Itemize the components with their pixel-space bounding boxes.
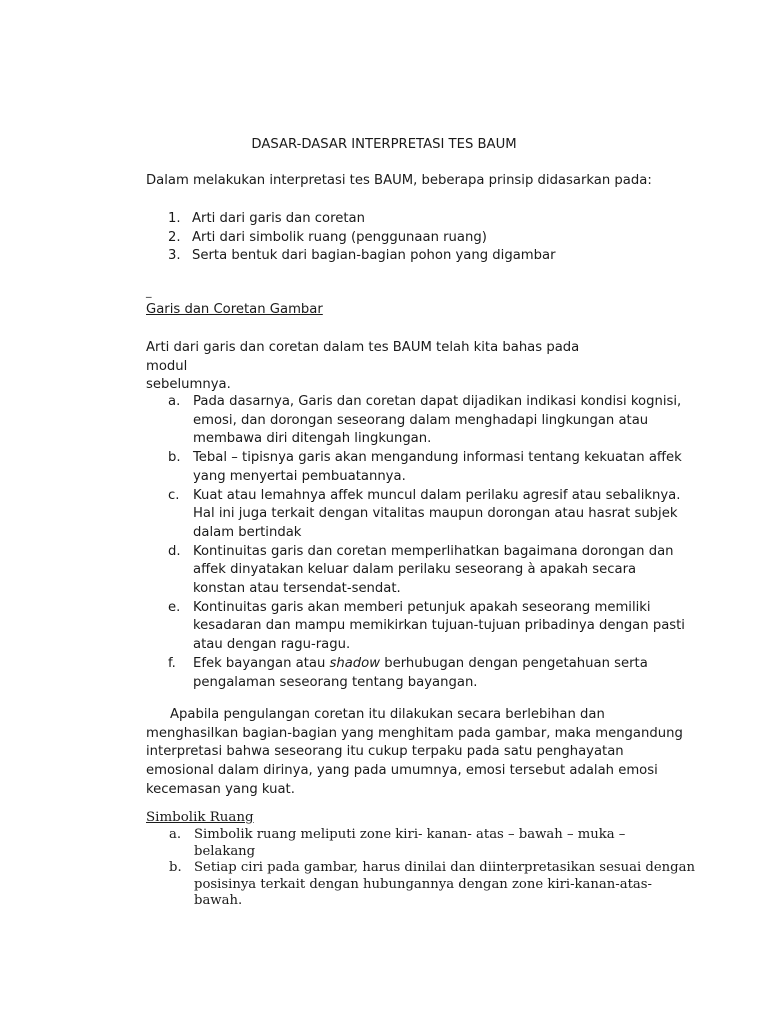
paragraph-line: menghasilkan bagian-bagian yang menghitam pada gambar, maka mengandung: [146, 725, 683, 741]
principles-list: [146, 210, 706, 266]
section1-paragraph: [146, 339, 616, 395]
list-line: pengalaman seseorang tentang bayangan.: [193, 674, 478, 690]
list-letter: b.: [168, 450, 181, 466]
list-line: konstan atau tersendat-sendat.: [193, 581, 401, 597]
paragraph-line: Apabila pengulangan coretan itu dilakukan secara berlebihan dan: [170, 707, 605, 722]
list-number: 2.: [168, 229, 181, 245]
list-text: Arti dari simbolik ruang (penggunaan ruang): [192, 229, 487, 245]
intro-paragraph: Dalam melakukan interpretasi tes BAUM, beberapa prinsip didasarkan pada:: [146, 173, 652, 188]
list-line: [193, 655, 666, 674]
list-letter: a.: [168, 394, 181, 409]
section-heading-garis: Garis dan Coretan Gambar: [146, 302, 323, 317]
garis-list: [146, 393, 685, 692]
list-line: Pada dasarnya, Garis dan coretan dapat dijadikan indikasi kondisi kognisi,: [193, 394, 682, 409]
list-item: [146, 393, 682, 449]
paragraph-line: emosional dalam dirinya, yang pada umumnya, emosi tersebut adalah emosi: [146, 763, 658, 779]
simbolik-list: [146, 827, 695, 910]
list-line: posisinya terkait dengan hubungannya dengan zone kiri-kanan-atas-: [194, 876, 652, 892]
stray-underscore: _: [146, 285, 152, 298]
paragraph-line: interpretasi bahwa seseorang itu cukup terpaku pada satu penghayatan: [146, 744, 624, 760]
list-line: Hal ini juga terkait dengan vitalitas maupun dorongan atau hasrat subjek: [193, 506, 678, 522]
closing-paragraph: [146, 706, 683, 800]
list-line: Kontinuitas garis dan coretan memperlihatkan bagaimana dorongan dan: [193, 543, 674, 559]
list-item: [146, 599, 685, 655]
line-text: Efek bayangan atau: [193, 655, 330, 671]
italic-term: shadow: [329, 655, 381, 671]
section-heading-simbolik: Simbolik Ruang: [146, 810, 254, 825]
paragraph-line: Arti dari garis dan coretan dalam tes BAUM telah kita bahas pada modul: [146, 340, 580, 374]
list-item: [146, 487, 681, 543]
list-line: yang menyertai pembuatannya.: [193, 468, 406, 484]
list-line: emosi, dan dorongan seseorang dalam menghadapi lingkungan atau: [193, 412, 649, 428]
list-line: Kontinuitas garis akan memberi petunjuk apakah seseorang memiliki: [193, 599, 651, 615]
list-line: Tebal – tipisnya garis akan mengandung informasi tentang kekuatan affek: [193, 450, 682, 466]
line-text: berhubugan dengan pengetahuan serta: [380, 655, 648, 671]
list-item: [146, 827, 686, 860]
paragraph-line: sebelumnya.: [146, 377, 231, 393]
list-line: belakang: [194, 843, 256, 859]
list-line: Kuat atau lemahnya affek muncul dalam perilaku agresif atau sebaliknya.: [193, 487, 681, 503]
list-letter: d.: [168, 543, 181, 559]
list-text: Arti dari garis dan coretan: [192, 211, 365, 226]
list-item: [146, 247, 706, 266]
list-item: [146, 449, 682, 486]
list-letter: f.: [168, 655, 176, 671]
list-line: affek dinyatakan keluar dalam perilaku seseorang à apakah secara: [193, 562, 637, 578]
list-item: [146, 860, 695, 910]
list-letter: e.: [168, 599, 181, 615]
list-line: membawa diri ditengah lingkungan.: [193, 431, 432, 447]
paragraph-line: kecemasan yang kuat.: [146, 781, 295, 797]
list-line: bawah.: [194, 893, 243, 909]
list-number: 1.: [168, 211, 181, 226]
list-line: kesadaran dan mampu memikirkan tujuan-tujuan pribadinya dengan pasti: [193, 618, 685, 634]
list-line: dalam bertindak: [193, 524, 302, 540]
list-letter: b.: [169, 860, 182, 876]
list-line: atau dengan ragu-ragu.: [193, 637, 351, 653]
list-text: Serta bentuk dari bagian-bagian pohon yang digambar: [192, 248, 556, 264]
list-item: [146, 229, 706, 248]
list-letter: c.: [168, 487, 180, 503]
list-letter: a.: [169, 827, 182, 842]
list-item: [146, 655, 666, 692]
list-line: Setiap ciri pada gambar, harus dinilai dan diinterpretasikan sesuai dengan: [194, 860, 695, 876]
list-item: [146, 210, 706, 229]
list-number: 3.: [168, 248, 181, 264]
document-title: DASAR-DASAR INTERPRETASI TES BAUM: [251, 137, 517, 152]
list-line: Simbolik ruang meliputi zone kiri- kanan- atas – bawah – muka –: [194, 827, 626, 842]
list-item: [146, 543, 674, 599]
